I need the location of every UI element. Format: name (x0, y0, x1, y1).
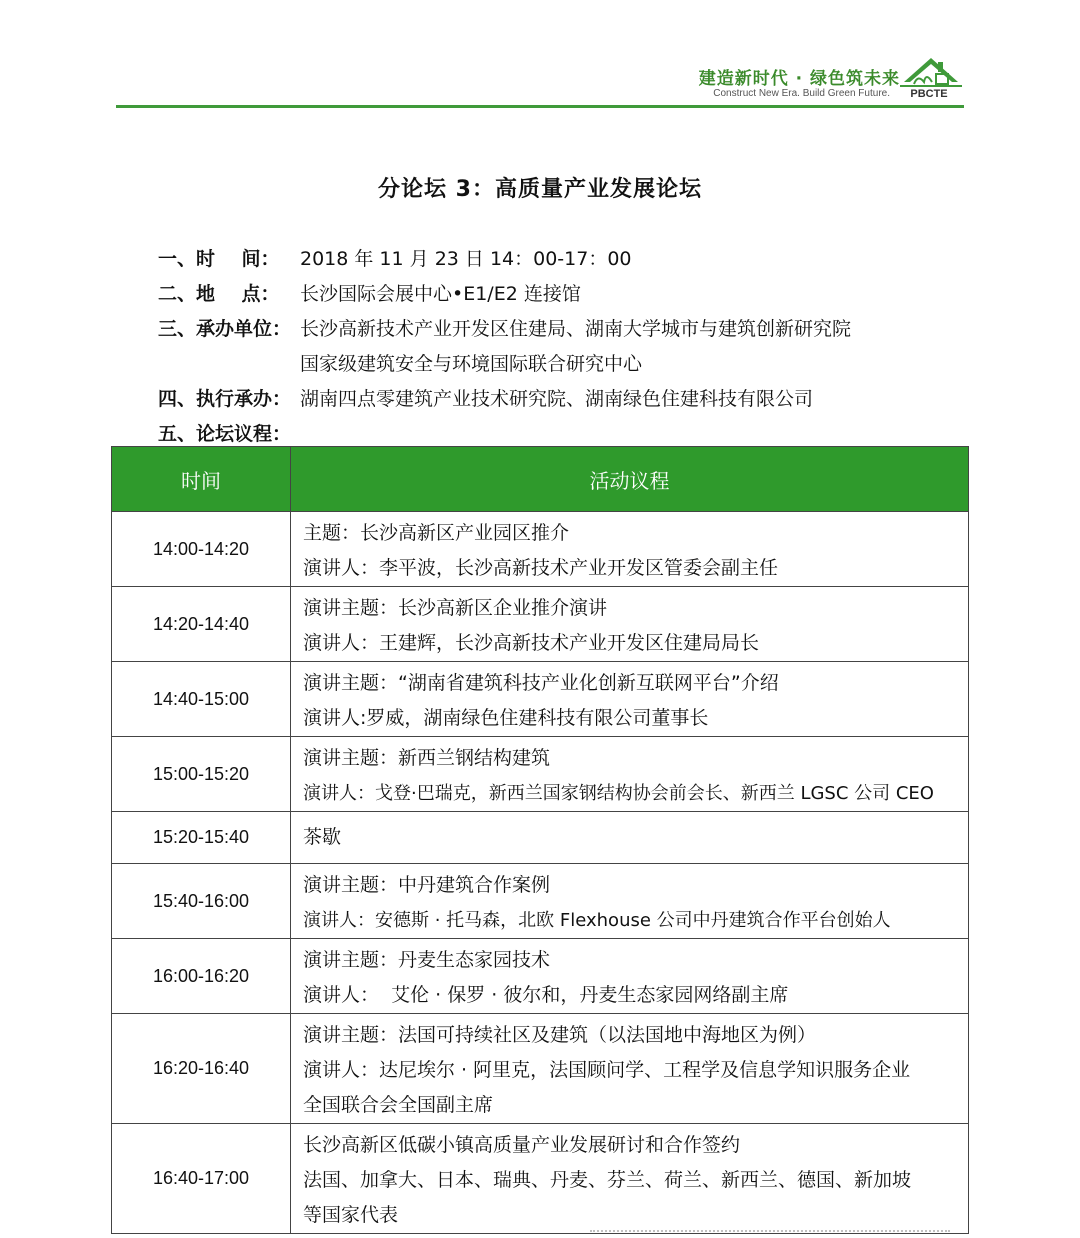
page-title: 分论坛 3：高质量产业发展论坛 (378, 177, 702, 202)
table-row (112, 812, 969, 864)
row-line: 全国联合会全国副主席 (303, 1094, 494, 1116)
row-content (291, 1014, 969, 1124)
slogan-chinese: 建造新时代 · 绿色筑未来 (698, 69, 900, 89)
row-content (291, 1124, 969, 1234)
info-value: 长沙高新技术产业开发区住建局、湖南大学城市与建筑创新研究院 (300, 318, 852, 340)
table-row (112, 587, 969, 662)
row-line: 茶歇 (303, 826, 342, 848)
table-row (112, 512, 969, 587)
row-time: 16:20-16:40 (112, 1014, 291, 1124)
info-value: 长沙国际会展中心•E1/E2 连接馆 (300, 283, 581, 305)
info-label: 五、论坛议程： (158, 423, 292, 445)
row-content (291, 939, 969, 1014)
row-time: 15:40-16:00 (112, 864, 291, 939)
table-row (112, 1124, 969, 1234)
row-content (291, 737, 969, 812)
info-label: 一、时 间： (158, 248, 280, 270)
info-row-executor (158, 384, 1018, 419)
row-content (291, 512, 969, 587)
row-line: 演讲主题：法国可持续社区及建筑（以法国地中海地区为例） (303, 1024, 817, 1046)
table-row (112, 662, 969, 737)
agenda-header-row (112, 447, 969, 512)
row-time: 15:00-15:20 (112, 737, 291, 812)
row-content (291, 662, 969, 737)
row-line: 演讲主题：“湖南省建筑科技产业化创新互联网平台”介绍 (303, 672, 779, 694)
row-line: 长沙高新区低碳小镇高质量产业发展研讨和合作签约 (303, 1134, 741, 1156)
logo-text: PBCTE (910, 88, 948, 100)
table-row (112, 737, 969, 812)
row-time: 14:00-14:20 (112, 512, 291, 587)
row-content (291, 587, 969, 662)
row-line: 法国、加拿大、日本、瑞典、丹麦、芬兰、荷兰、新西兰、德国、新加坡 (303, 1169, 912, 1191)
agenda-table (111, 446, 969, 1234)
row-line: 演讲主题：中丹建筑合作案例 (303, 874, 551, 896)
row-time: 15:20-15:40 (112, 812, 291, 864)
page-footer-edge (590, 1230, 950, 1238)
forum-info (158, 244, 1018, 454)
row-line: 演讲主题：丹麦生态家园技术 (303, 949, 551, 971)
info-row-time (158, 244, 1018, 279)
info-value: 2018 年 11 月 23 日 14：00-17：00 (300, 248, 632, 270)
row-time: 14:40-15:00 (112, 662, 291, 737)
info-row-location (158, 279, 1018, 314)
page-header (0, 0, 1080, 112)
row-line: 等国家代表 (303, 1204, 399, 1226)
row-line: 演讲主题：长沙高新区企业推介演讲 (303, 597, 608, 619)
info-value: 湖南四点零建筑产业技术研究院、湖南绿色住建科技有限公司 (300, 388, 814, 410)
row-line: 主题：长沙高新区产业园区推介 (303, 522, 570, 544)
info-row-organizer (158, 314, 1018, 349)
row-line: 演讲人：戈登·巴瑞克，新西兰国家钢结构协会前会长、新西兰 LGSC 公司 CEO (303, 783, 934, 804)
info-value: 国家级建筑安全与环境国际联合研究中心 (300, 353, 643, 375)
table-row (112, 864, 969, 939)
table-row (112, 1014, 969, 1124)
row-line: 演讲主题：新西兰钢结构建筑 (303, 747, 551, 769)
table-row (112, 939, 969, 1014)
row-content (291, 864, 969, 939)
info-label: 四、执行承办： (158, 388, 292, 410)
row-line: 演讲人：李平波，长沙高新技术产业开发区管委会副主任 (303, 557, 779, 579)
row-line: 演讲人：安德斯 · 托马森，北欧 Flexhouse 公司中丹建筑合作平台创始人 (303, 910, 891, 931)
header-time: 时间 (112, 447, 291, 512)
header-divider (116, 105, 964, 108)
row-line: 演讲人:罗威，湖南绿色住建科技有限公司董事长 (303, 707, 709, 729)
header-content: 活动议程 (291, 447, 969, 512)
row-line: 演讲人： 艾伦 · 保罗 · 彼尔和，丹麦生态家园网络副主席 (303, 984, 789, 1006)
row-line: 演讲人：达尼埃尔 · 阿里克，法国顾问学、工程学及信息学知识服务企业 (303, 1059, 911, 1081)
row-time: 16:00-16:20 (112, 939, 291, 1014)
row-time: 14:20-14:40 (112, 587, 291, 662)
row-line: 演讲人：王建辉，长沙高新技术产业开发区住建局局长 (303, 632, 760, 654)
row-content (291, 812, 969, 864)
info-row-organizer-cont (158, 349, 1018, 384)
row-time: 16:40-17:00 (112, 1124, 291, 1234)
slogan-english: Construct New Era. Build Green Future. (713, 88, 890, 99)
info-label: 二、地 点： (158, 283, 280, 305)
info-label: 三、承办单位： (158, 318, 292, 340)
